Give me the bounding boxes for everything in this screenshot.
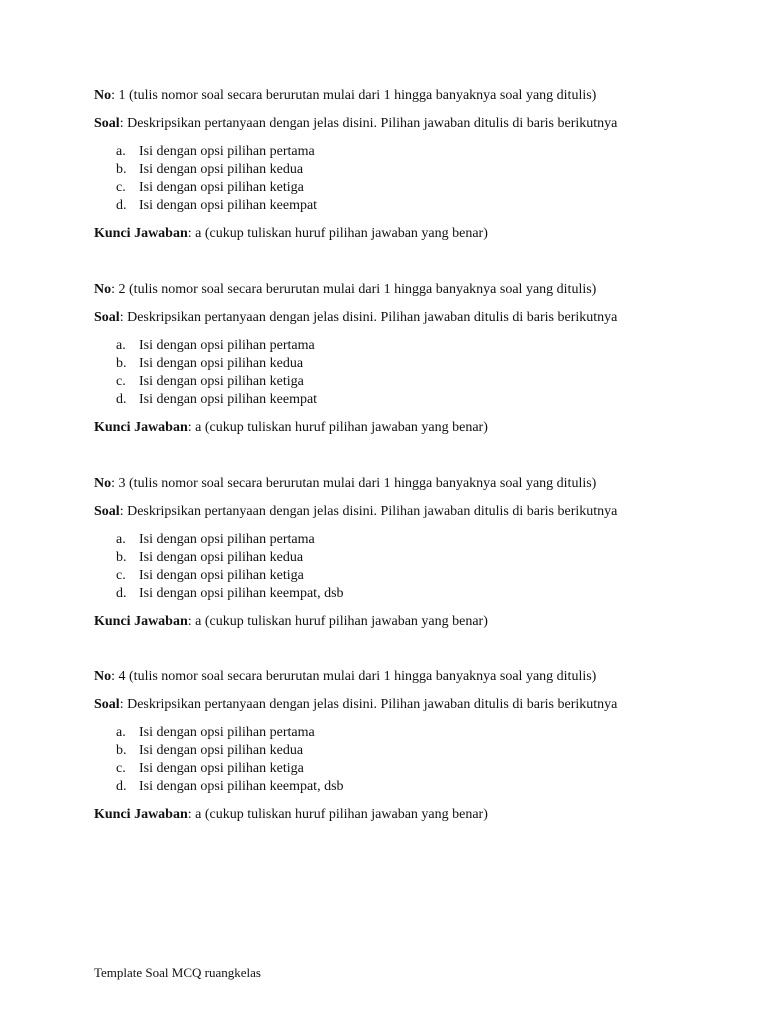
soal-label: Soal [94,697,120,712]
option-item-c [94,567,734,585]
option-text: Isi dengan opsi pilihan ketiga [139,761,304,776]
options-list [94,724,734,796]
option-text: Isi dengan opsi pilihan pertama [139,725,315,740]
kunci-label: Kunci Jawaban [94,614,188,629]
answer-key-line [94,419,734,437]
no-label: No [94,88,112,103]
question-number-line [94,281,734,299]
option-item-c [94,760,734,778]
option-item-b [94,549,734,567]
option-item-d [94,778,734,796]
no-label: No [94,282,112,297]
no-label: No [94,669,112,684]
soal-label: Soal [94,310,120,325]
option-text: Isi dengan opsi pilihan pertama [139,144,315,159]
question-text-line [94,696,734,714]
question-number-line [94,87,734,105]
option-text: Isi dengan opsi pilihan ketiga [139,180,304,195]
option-marker: c. [116,568,126,583]
option-marker: d. [116,198,127,213]
question-text-line [94,503,734,521]
option-marker: d. [116,392,127,407]
question-number-line [94,668,734,686]
question-block-2 [94,281,734,437]
question-text-line [94,309,734,327]
option-marker: a. [116,725,126,740]
answer-key-line [94,613,734,631]
option-marker: d. [116,586,127,601]
option-item-d [94,585,734,603]
no-label: No [94,476,112,491]
kunci-text: : a (cukup tuliskan huruf pilihan jawaban yang benar) [187,614,488,629]
options-list [94,337,734,409]
soal-text: : Deskripsikan pertanyaan dengan jelas disini. Pilihan jawaban ditulis di baris berikutnya [119,504,618,519]
soal-text: : Deskripsikan pertanyaan dengan jelas disini. Pilihan jawaban ditulis di baris berikutnya [119,310,618,325]
option-text: Isi dengan opsi pilihan keempat [139,392,318,407]
no-text: : 1 (tulis nomor soal secara berurutan mulai dari 1 hingga banyaknya soal yang ditulis) [111,88,597,103]
option-marker: a. [116,144,126,159]
option-item-c [94,373,734,391]
soal-label: Soal [94,504,120,519]
soal-label: Soal [94,116,120,131]
option-text: Isi dengan opsi pilihan keempat [139,198,318,213]
page-footer: Template Soal MCQ ruangkelas [94,965,261,980]
option-text: Isi dengan opsi pilihan pertama [139,532,315,547]
option-item-b [94,742,734,760]
answer-key-line [94,225,734,243]
soal-text: : Deskripsikan pertanyaan dengan jelas disini. Pilihan jawaban ditulis di baris berikutnya [119,116,618,131]
kunci-text: : a (cukup tuliskan huruf pilihan jawaban yang benar) [187,420,488,435]
kunci-label: Kunci Jawaban [94,226,188,241]
option-marker: b. [116,743,127,758]
options-list [94,531,734,603]
option-marker: b. [116,162,127,177]
no-text: : 3 (tulis nomor soal secara berurutan mulai dari 1 hingga banyaknya soal yang ditulis) [111,476,597,491]
question-block-4 [94,668,734,824]
option-item-a [94,724,734,742]
answer-key-line [94,806,734,824]
kunci-text: : a (cukup tuliskan huruf pilihan jawaban yang benar) [187,226,488,241]
option-item-c [94,179,734,197]
option-item-b [94,355,734,373]
kunci-text: : a (cukup tuliskan huruf pilihan jawaban yang benar) [187,807,488,822]
kunci-label: Kunci Jawaban [94,807,188,822]
option-text: Isi dengan opsi pilihan ketiga [139,374,304,389]
option-item-a [94,337,734,355]
option-item-a [94,143,734,161]
option-marker: a. [116,532,126,547]
option-text: Isi dengan opsi pilihan keempat, dsb [139,779,344,794]
option-item-b [94,161,734,179]
option-text: Isi dengan opsi pilihan kedua [139,550,304,565]
option-marker: c. [116,761,126,776]
question-block-1 [94,87,734,243]
question-number-line [94,475,734,493]
question-block-3 [94,475,734,631]
option-text: Isi dengan opsi pilihan kedua [139,162,304,177]
option-item-a [94,531,734,549]
options-list [94,143,734,215]
soal-text: : Deskripsikan pertanyaan dengan jelas disini. Pilihan jawaban ditulis di baris berikutnya [119,697,618,712]
option-marker: d. [116,779,127,794]
no-text: : 2 (tulis nomor soal secara berurutan mulai dari 1 hingga banyaknya soal yang ditulis) [111,282,597,297]
option-text: Isi dengan opsi pilihan keempat, dsb [139,586,344,601]
kunci-label: Kunci Jawaban [94,420,188,435]
option-item-d [94,197,734,215]
option-item-d [94,391,734,409]
option-marker: b. [116,356,127,371]
option-marker: b. [116,550,127,565]
option-text: Isi dengan opsi pilihan kedua [139,743,304,758]
option-text: Isi dengan opsi pilihan kedua [139,356,304,371]
option-text: Isi dengan opsi pilihan pertama [139,338,315,353]
option-marker: a. [116,338,126,353]
question-text-line [94,115,734,133]
option-marker: c. [116,180,126,195]
option-text: Isi dengan opsi pilihan ketiga [139,568,304,583]
option-marker: c. [116,374,126,389]
no-text: : 4 (tulis nomor soal secara berurutan mulai dari 1 hingga banyaknya soal yang ditulis) [111,669,597,684]
